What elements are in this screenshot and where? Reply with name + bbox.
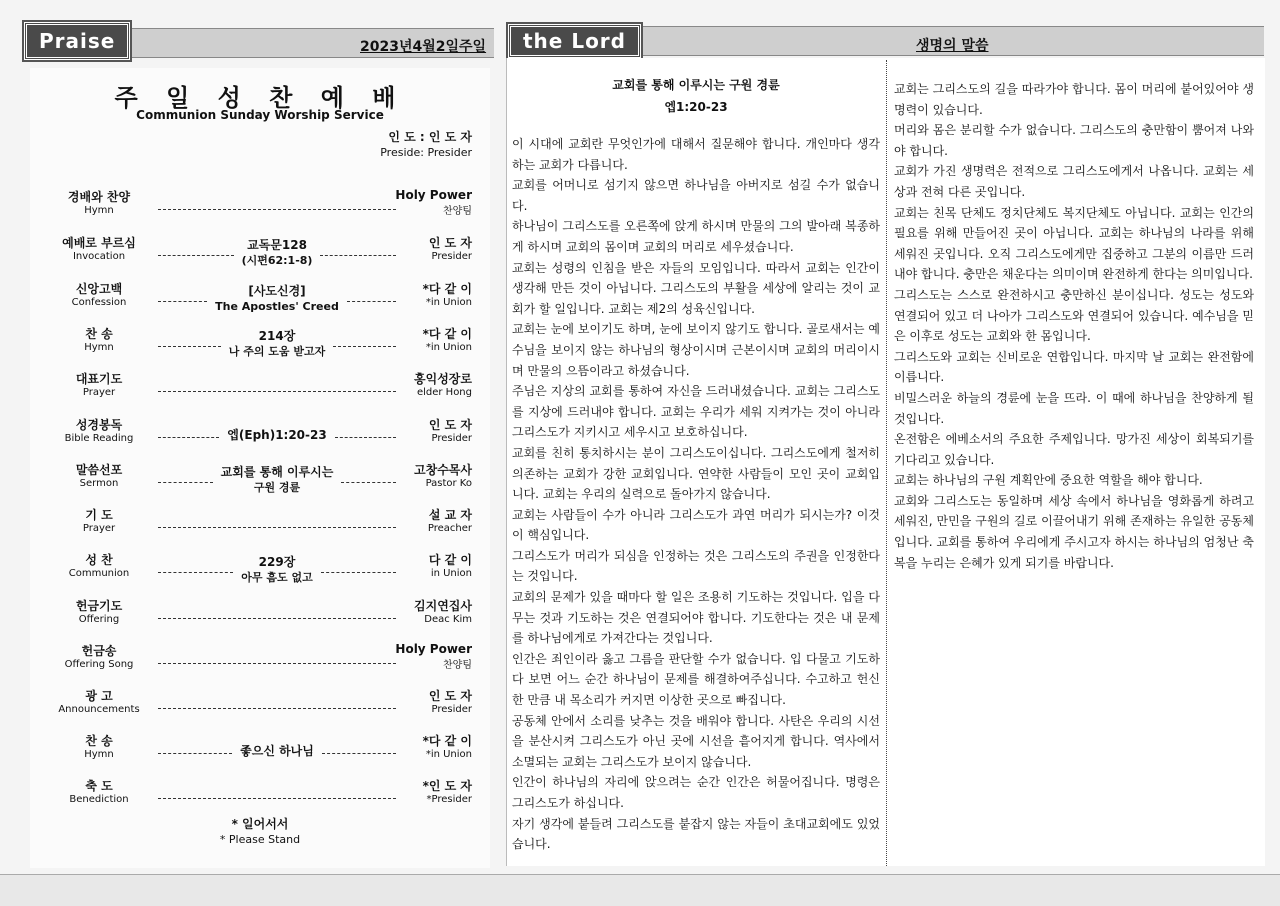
leader-dots	[158, 346, 221, 347]
order-leader	[362, 325, 472, 353]
order-detail-main: 교회를 통해 이루시는	[220, 465, 334, 479]
order-detail-main: 214장	[258, 329, 296, 343]
order-leader	[362, 370, 472, 398]
service-title-en: Communion Sunday Worship Service	[136, 108, 384, 122]
sermon-paragraph: 인간은 죄인이라 옳고 그름을 판단할 수가 없습니다. 입 다물고 기도하다 보면 어느 순간 하나님이 문제를 해결하여주십니다. 수고하고 헌신한 만큼 내 목소리가 커지면 이상한 곳으로 빠집니다.	[512, 651, 880, 708]
sermon-paragraph: 온전함은 에베소서의 주요한 주제입니다. 망가진 세상이 회복되기를 기다리고 있습니다.	[894, 432, 1254, 467]
order-item	[50, 234, 478, 272]
order-label-ko: 찬 송	[85, 734, 113, 748]
right-header	[508, 22, 641, 60]
sermon-paragraph: 이 시대에 교회란 무엇인가에 대해서 질문해야 합니다. 개인마다 생각하는 교회가 다릅니다.	[512, 137, 880, 172]
leader-dots	[158, 753, 232, 754]
leader-dots	[158, 572, 233, 573]
order-label-en: Benediction	[69, 794, 129, 805]
leader-dots	[158, 482, 213, 483]
order-label-en: Announcements	[58, 704, 140, 715]
order-leader-ko: 인 도 자	[428, 418, 472, 432]
order-label	[50, 777, 148, 805]
order-leader-ko: *인 도 자	[422, 779, 472, 793]
order-middle	[158, 687, 396, 725]
order-item	[50, 325, 478, 363]
order-middle	[158, 642, 396, 680]
order-leader-en: Presider	[431, 433, 472, 444]
order-label-en: Hymn	[84, 205, 114, 216]
order-label	[50, 188, 148, 216]
sermon-paragraph: 교회는 사람들이 수가 아니라 그리스도가 과연 머리가 되시는가? 이것이 핵심입니다.	[512, 507, 880, 543]
order-label-en: Hymn	[84, 749, 114, 760]
leader-dots	[158, 798, 396, 799]
order-item	[50, 597, 478, 635]
sermon-paragraph: 교회는 눈에 보이기도 하며, 눈에 보이지 않기도 합니다. 골로새서는 예수님을 보이지 않는 하나님의 형상이시며 근본이시며 교회의 머리이시며 만물의 으뜸이라고 하셨습니다.	[512, 322, 880, 378]
order-middle	[158, 280, 396, 318]
order-leader-ko: 홍익성장로	[414, 372, 472, 386]
order-detail	[234, 237, 321, 269]
sermon-paragraph: 교회는 친목 단체도 정치단체도 복지단체도 아닙니다. 교회는 인간의 필요를 위해 만들어진 곳이 아닙니다. 교회는 하나님의 나라를 위해 세워진 곳입니다. 오직 그리스도에게만 집중하고 그분의 이름만 드러내야 합니다. 충만은 채운다는 의미이며 완전하게 한다는 의미입니다.	[894, 205, 1254, 282]
sermon-paragraph: 머리와 몸은 분리할 수가 없습니다. 그리스도의 충만함이 뿜어져 나와야 합니다.	[894, 123, 1254, 158]
order-item	[50, 188, 478, 226]
order-detail	[233, 554, 320, 586]
sermon-paragraph: 그리스도가 머리가 되심을 인정하는 것은 그리스도의 주권을 인정한다는 것입니다.	[512, 548, 880, 584]
service-title: 주 일 성 찬 예 배	[114, 84, 406, 112]
order-leader-en: 찬양팀	[443, 206, 472, 217]
stand-note	[40, 816, 480, 848]
order-leader-ko: 다 같 이	[428, 553, 472, 567]
order-item	[50, 280, 478, 318]
sermon-column-1	[512, 134, 880, 855]
stand-note-ko: * 일어서서	[231, 817, 289, 831]
order-label-en: Sermon	[79, 478, 119, 489]
order-leader-en: elder Hong	[416, 387, 472, 398]
order-leader-en: *Presider	[426, 794, 472, 805]
leader-dots	[158, 209, 396, 210]
leader-dots	[158, 255, 234, 256]
sermon-paragraph: 교회와 그리스도는 동일하며 세상 속에서 하나님을 영화롭게 하려고 세워진, 만민을 구원의 길로 이끌어내기 위해 존재하는 유일한 공동체입니다. 교회를 통하여 우리에게 주시고자 하시는 하나님의 엄청난 축복을 누리는 은혜가 있게 되기를 바랍니다.	[894, 493, 1254, 570]
order-label	[50, 461, 148, 489]
order-leader	[362, 461, 472, 489]
order-leader-en: Preacher	[427, 523, 472, 534]
order-leader-ko: *다 같 이	[422, 734, 472, 748]
order-detail-main: 좋으신 하나님	[240, 744, 314, 758]
sermon-paragraph: 교회를 친히 통치하시는 분이 그리스도이십니다. 그리스도에게 철저히 의존하는 교회가 강한 교회입니다. 연약한 사람들이 모인 곳이 교회입니다. 교회는 우리의 실력으로 돌아가지 않습니다.	[512, 445, 880, 502]
service-date: 2023년4월2일주일	[360, 39, 487, 55]
order-item	[50, 416, 478, 454]
order-label	[50, 325, 148, 353]
leader-dots	[158, 437, 219, 438]
sermon-paragraph: 교회는 그리스도의 길을 따라가야 합니다. 몸이 머리에 붙어있어야 생명력이 있습니다.	[894, 82, 1254, 117]
order-middle	[158, 325, 396, 363]
preside-ko: 인 도 : 인 도 자	[388, 130, 472, 144]
order-leader	[362, 416, 472, 444]
order-leader-ko: 설 교 자	[428, 508, 472, 522]
sermon-paragraph: 교회는 성령의 인침을 받은 자들의 모임입니다. 따라서 교회는 인간이 생각해 만든 것이 아닙니다. 그리스도의 부활을 세상에 알리는 것이 교회가 할 일입니다. 교회는 제2의 성육신입니다.	[512, 260, 880, 316]
order-label	[50, 280, 148, 308]
sermon-paragraph: 교회는 하나님의 구원 계획안에 중요한 역할을 해야 합니다.	[894, 473, 1203, 488]
order-label-ko: 찬 송	[85, 327, 113, 341]
order-label	[50, 416, 148, 444]
sermon-paragraph: 자기 생각에 붙들려 그리스도를 붙잡지 않는 자들이 초대교회에도 있었습니다.	[512, 816, 880, 852]
order-middle	[158, 597, 396, 635]
order-item	[50, 506, 478, 544]
order-label-en: Confession	[71, 297, 127, 308]
order-leader-ko: 인 도 자	[428, 236, 472, 250]
order-label-en: Prayer	[82, 523, 116, 534]
order-detail-sub: 아무 흠도 없고	[241, 571, 313, 584]
order-label-ko: 헌금기도	[75, 599, 123, 613]
left-header	[24, 22, 130, 60]
order-label	[50, 234, 148, 262]
order-item	[50, 732, 478, 770]
order-detail-sub: The Apostles' Creed	[215, 300, 339, 313]
sermon-paragraph: 교회의 문제가 있을 때마다 할 일은 조용히 기도하는 것입니다. 입을 다무는 것과 기도하는 것은 연결되어야 합니다. 기도한다는 것은 내 문제를 하나님에게로 가져간다는 것입니다.	[512, 590, 880, 646]
order-leader	[362, 642, 472, 671]
order-of-worship-page	[0, 0, 500, 905]
order-label	[50, 506, 148, 534]
order-label-ko: 헌금송	[81, 644, 117, 658]
order-label	[50, 732, 148, 760]
order-middle	[158, 370, 396, 408]
order-leader	[362, 732, 472, 760]
order-leader-en: *in Union	[425, 342, 472, 353]
order-label	[50, 370, 148, 398]
order-detail-sub: (시편62:1-8)	[241, 254, 313, 267]
order-label-ko: 예배로 부르심	[62, 236, 136, 250]
order-leader	[362, 687, 472, 715]
order-label-en: Prayer	[82, 387, 116, 398]
leader-dots	[158, 391, 396, 392]
order-label	[50, 597, 148, 625]
leader-dots	[158, 708, 396, 709]
order-leader-en: *in Union	[425, 297, 472, 308]
sermon-paragraph: 그리스도와 교회는 신비로운 연합입니다. 마지막 날 교회는 완전함에 이릅니다.	[894, 349, 1254, 385]
order-label-en: Hymn	[84, 342, 114, 353]
order-label-ko: 경배와 찬양	[67, 190, 131, 204]
order-label-en: Invocation	[72, 251, 126, 262]
sermon-title: 교회를 통해 이루시는 구원 경륜	[612, 78, 780, 92]
order-detail-main: 교독문128	[247, 238, 307, 252]
order-item	[50, 642, 478, 680]
sermon-paragraph: 그리스도는 스스로 완전하시고 충만하신 분이십니다. 성도는 성도와 연결되어 있고 더 나아가 그리스도와 연결되어 있습니다. 예수님을 믿은 이후로 성도는 교회와 한 몸입니다.	[894, 287, 1254, 344]
sermon-paragraph: 인간이 하나님의 자리에 앉으려는 순간 인간은 허물어집니다. 명령은 그리스도가 하십니다.	[512, 775, 880, 810]
order-detail	[219, 427, 334, 443]
order-detail-main: [사도신경]	[248, 284, 306, 298]
order-detail	[221, 328, 334, 360]
order-leader	[362, 551, 472, 579]
order-item	[50, 551, 478, 589]
sermon-paragraph: 하나님이 그리스도를 오른쪽에 앉게 하시며 만물의 그의 발아래 복종하게 하시며 교회의 몸이며 교회의 머리로 세우셨습니다.	[512, 219, 880, 254]
order-label	[50, 551, 148, 579]
order-leader-en: Pastor Ko	[425, 478, 472, 489]
order-label-en: Offering Song	[64, 659, 134, 670]
order-item	[50, 777, 478, 815]
order-label-en: Offering	[78, 614, 120, 625]
order-leader	[362, 597, 472, 625]
order-detail-sub: 나 주의 도움 받고자	[228, 345, 326, 358]
the-lord-tag: the Lord	[508, 24, 641, 58]
order-item	[50, 370, 478, 408]
order-label	[50, 687, 148, 715]
order-detail-sub: 구원 경륜	[253, 481, 301, 494]
sermon-heading: 생명의 말씀	[916, 38, 989, 54]
order-detail-main: 엡(Eph)1:20-23	[227, 428, 327, 442]
leader-dots	[158, 527, 396, 528]
order-leader-en: in Union	[430, 568, 472, 579]
order-leader-en: Deac Kim	[424, 614, 472, 625]
order-label-ko: 신앙고백	[75, 282, 123, 296]
order-leader-ko: 인 도 자	[428, 689, 472, 703]
order-middle	[158, 188, 396, 226]
stand-note-en: * Please Stand	[219, 833, 301, 846]
order-label-ko: 축 도	[85, 779, 113, 793]
sermon-paragraph: 교회가 가진 생명력은 전적으로 그리스도에게서 나옵니다. 교회는 세상과 전혀 다른 곳입니다.	[894, 164, 1254, 199]
leader-dots	[158, 301, 207, 302]
sermon-scripture: 엡1:20-23	[664, 100, 728, 114]
order-label-ko: 대표기도	[75, 372, 123, 386]
order-leader	[362, 234, 472, 262]
order-detail	[213, 464, 342, 496]
order-detail-main: 229장	[258, 555, 296, 569]
leader-dots	[158, 618, 396, 619]
order-middle	[158, 461, 396, 499]
sermon-paragraph: 비밀스러운 하늘의 경륜에 눈을 뜨라. 이 때에 하나님을 찬양하게 될 것입니다.	[894, 390, 1254, 426]
order-item	[50, 687, 478, 725]
order-leader	[362, 777, 472, 805]
order-label-ko: 기 도	[85, 508, 113, 522]
order-middle	[158, 506, 396, 544]
order-leader-ko: Holy Power	[395, 188, 472, 202]
leader-dots	[158, 663, 396, 664]
sermon-title-block	[508, 74, 884, 118]
sermon-paragraph: 주님은 지상의 교회를 통하여 자신을 드러내셨습니다. 교회는 그리스도를 지상에 드러내야 합니다. 교회는 우리가 세워 지켜가는 것이 아니라 그리스도가 지키시고 세우시고 보호하십니다.	[512, 384, 880, 440]
order-middle	[158, 777, 396, 815]
order-leader-ko: 고창수목사	[414, 463, 472, 477]
order-leader-en: 찬양팀	[443, 660, 472, 671]
order-label	[50, 642, 148, 670]
order-label-ko: 성 찬	[85, 553, 113, 567]
order-label-ko: 성경봉독	[75, 418, 123, 432]
order-leader-en: *in Union	[425, 749, 472, 760]
order-label-ko: 광 고	[85, 689, 113, 703]
sermon-paragraph: 교회를 어머니로 섬기지 않으면 하나님을 아버지로 섬길 수가 없습니다.	[512, 178, 880, 213]
order-middle	[158, 551, 396, 589]
column-divider	[886, 60, 887, 866]
order-leader-ko: Holy Power	[395, 642, 472, 656]
order-label-en: Communion	[68, 568, 130, 579]
order-leader	[362, 280, 472, 308]
preside-en: Preside: Presider	[380, 146, 472, 159]
sermon-paragraph: 공동체 안에서 소리를 낮추는 것을 배워야 합니다. 사탄은 우리의 시선을 분산시켜 그리스도가 아닌 곳에 시선을 흩어지게 합니다. 역사에서 소멸되는 교회는 그리스도가 보이지 않습니다.	[512, 713, 880, 769]
order-middle	[158, 416, 396, 454]
order-detail	[207, 283, 347, 315]
order-leader	[362, 506, 472, 534]
order-leader-ko: *다 같 이	[422, 282, 472, 296]
order-middle	[158, 732, 396, 770]
bottom-band	[0, 874, 1280, 906]
order-leader-ko: *다 같 이	[422, 327, 472, 341]
sermon-column-2	[894, 79, 1254, 573]
order-middle	[158, 234, 396, 272]
order-detail	[232, 743, 322, 759]
praise-tag: Praise	[24, 22, 130, 60]
order-leader-ko: 김지연집사	[414, 599, 472, 613]
order-label-ko: 말씀선포	[75, 463, 123, 477]
order-label-en: Bible Reading	[64, 433, 134, 444]
order-leader	[362, 188, 472, 217]
order-item	[50, 461, 478, 499]
order-leader-en: Presider	[431, 251, 472, 262]
order-leader-en: Presider	[431, 704, 472, 715]
